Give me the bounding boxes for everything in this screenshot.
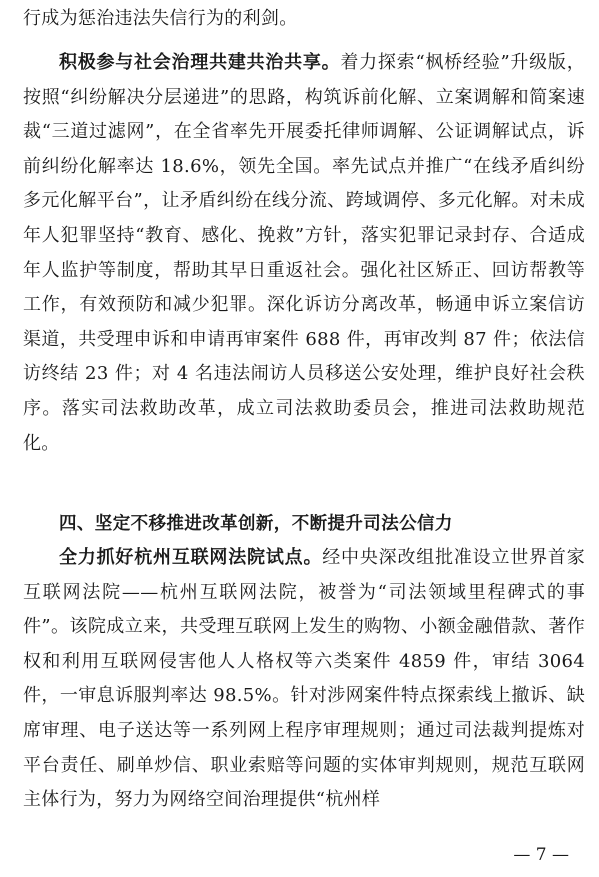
paragraph-internet-court-text bbox=[23, 541, 585, 818]
paragraph-lead-in: 积极参与社会治理共建共治共享。 bbox=[59, 52, 341, 73]
paragraph-internet-court bbox=[23, 541, 585, 818]
paragraph-social-governance-text bbox=[23, 46, 585, 461]
page-number: — 7 — bbox=[513, 845, 569, 865]
paragraph-tail bbox=[23, 2, 585, 37]
paragraph-body: 着力探索“枫桥经验”升级版，按照“纠纷解决分层递进”的思路，构筑诉前化解、立案调解和简案速裁“三道过滤网”，在全省率先开展委托律师调解、公证调解试点，诉前纠纷化解率达 18.6%，领先全国。率先试点并推广“在线矛盾纠纷多元化解平台”，让矛盾纠纷在线分流、跨域调停、多元化解。对未成年人犯罪坚持“教育、感化、挽救”方针，落实犯罪记录封存、合适成年人监护等制度，帮助其早日重返社会。强化社区矫正、回访帮教等工作，有效预防和减少犯罪。深化诉访分离改革，畅通申诉立案信访渠道，共受理申诉和申请再审案件 688 件，再审改判 87 件；依法信访终结 23 件；对 4 名违法闹访人员移送公安处理，维护良好社会秩序。落实司法救助改革，成立司法救助委员会，推进司法救助规范化。 bbox=[23, 52, 585, 454]
paragraph-body: 经中央深改组批准设立世界首家互联网法院——杭州互联网法院，被誉为“司法领域里程碑式的事件”。该院成立来，共受理互联网上发生的购物、小额金融借款、著作权和利用互联网侵害他人人格权等六类案件 4859 件，审结 3064 件，一审息诉服判率达 98.5%。针对涉网案件特点探索线上撤诉、缺席审理、电子送达等一系列网上程序审理规则；通过司法裁判提炼对平台责任、刷单炒信、职业索赔等问题的实体审判规则，规范互联网主体行为，努力为网络空间治理提供“杭州样 bbox=[23, 547, 585, 811]
section-heading: 四、坚定不移推进改革创新，不断提升司法公信力 bbox=[59, 514, 453, 534]
paragraph-tail-text: 行成为惩治违法失信行为的利剑。 bbox=[23, 8, 298, 29]
paragraph-lead-in: 全力抓好杭州互联网法院试点。 bbox=[59, 547, 323, 568]
paragraph-social-governance bbox=[23, 46, 585, 461]
